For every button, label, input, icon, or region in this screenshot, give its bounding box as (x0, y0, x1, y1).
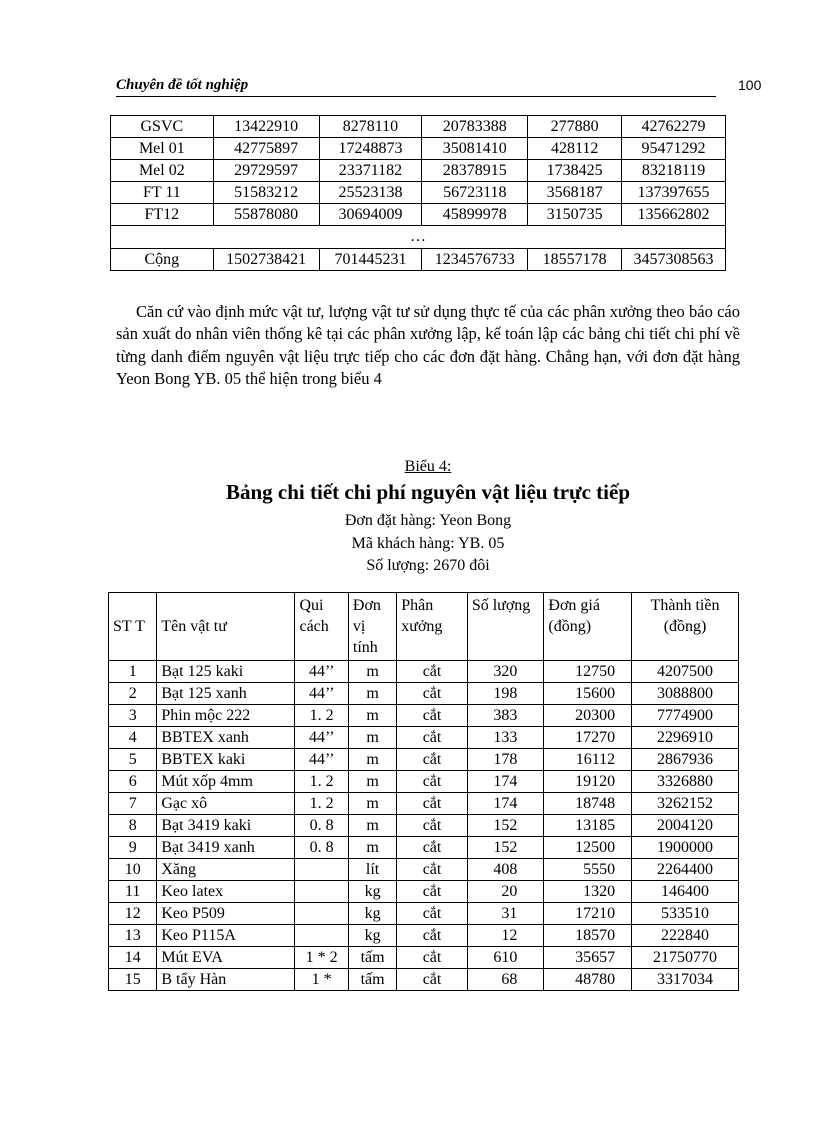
table-cell (295, 859, 348, 881)
body-paragraph: Căn cứ vào định mức vật tư, lượng vật tư sử dụng thực tế của các phân xưởng theo báo cáo sản xuất do nhân viên thống kê tại các phân xưởng lập, kế toán lập các bảng chi tiết chi phí về từng danh điểm nguyên vật liệu trực tiếp cho các đơn đặt hàng. Chẳng hạn, với đơn đặt hàng Yeon Bong YB. 05 thể hiện trong biểu 4 (116, 302, 740, 388)
table-cell: 51583212 (213, 182, 319, 204)
table-cell: 13422910 (213, 116, 319, 138)
header-workshop: Phân xưởng (397, 593, 468, 661)
table-row (109, 925, 739, 947)
table-cell: cắt (397, 771, 468, 793)
table-cell: 3317034 (632, 969, 739, 991)
table-cell: cắt (397, 947, 468, 969)
table-cell: cắt (397, 815, 468, 837)
table-cell: 12750 (544, 661, 632, 683)
table-cell: cắt (397, 837, 468, 859)
table-row (111, 204, 726, 226)
table-cell: 277880 (528, 116, 622, 138)
header-name: Tên vật tư (157, 593, 295, 661)
table-cell: kg (348, 903, 396, 925)
table-row (111, 116, 726, 138)
table-cell: cắt (397, 925, 468, 947)
table-cell: 1 (109, 661, 157, 683)
figure-label: Biểu 4: (404, 458, 452, 475)
table-cell: 18570 (544, 925, 632, 947)
table-cell: 320 (467, 661, 544, 683)
table-row (111, 160, 726, 182)
page-header (116, 76, 716, 97)
table-cell: Bạt 125 xanh (157, 683, 295, 705)
page-number: 100 (738, 77, 762, 93)
table-cell: kg (348, 881, 396, 903)
table-cell: 135662802 (622, 204, 726, 226)
table-cell: 0. 8 (295, 837, 348, 859)
header-stt: ST T (109, 593, 157, 661)
table-cell: cắt (397, 859, 468, 881)
table-cell: 533510 (632, 903, 739, 925)
table-cell: 1. 2 (295, 771, 348, 793)
table-cell: 19120 (544, 771, 632, 793)
table-cell: 137397655 (622, 182, 726, 204)
table-cell: 1502738421 (213, 249, 319, 271)
table-cell: Xăng (157, 859, 295, 881)
table-cell: 20300 (544, 705, 632, 727)
table-cell: 1 * 2 (295, 947, 348, 969)
table-row (109, 881, 739, 903)
summary-table (110, 115, 726, 271)
table-cell: 8278110 (319, 116, 422, 138)
table-cell: 17210 (544, 903, 632, 925)
table-cell: 7 (109, 793, 157, 815)
table-cell: 146400 (632, 881, 739, 903)
table-row (109, 859, 739, 881)
table-cell: 3457308563 (622, 249, 726, 271)
table-cell: 383 (467, 705, 544, 727)
table-cell: 95471292 (622, 138, 726, 160)
table-cell: 3262152 (632, 793, 739, 815)
table-cell: 1234576733 (422, 249, 528, 271)
table-cell: 408 (467, 859, 544, 881)
table-cell: 13185 (544, 815, 632, 837)
table-cell: 152 (467, 837, 544, 859)
summary-table-body (111, 116, 726, 271)
table-cell: 7774900 (632, 705, 739, 727)
table-cell: Bạt 3419 xanh (157, 837, 295, 859)
order-line: Đơn đặt hàng: Yeon Bong (344, 512, 512, 529)
table-cell: 35081410 (422, 138, 528, 160)
table-cell: cắt (397, 903, 468, 925)
table-cell: 701445231 (319, 249, 422, 271)
table-cell: 174 (467, 771, 544, 793)
table-cell: 20783388 (422, 116, 528, 138)
table-cell: 18557178 (528, 249, 622, 271)
table-cell: 68 (467, 969, 544, 991)
material-cost-body (109, 661, 739, 991)
table-cell (295, 925, 348, 947)
table-cell: 2867936 (632, 749, 739, 771)
table-cell: 1 * (295, 969, 348, 991)
table-row (109, 705, 739, 727)
customer-code-line: Mã khách hàng: YB. 05 (351, 535, 505, 552)
table-cell: 12500 (544, 837, 632, 859)
table-cell: 1900000 (632, 837, 739, 859)
table-cell: 10 (109, 859, 157, 881)
table-cell: 20 (467, 881, 544, 903)
table-cell: tấm (348, 947, 396, 969)
table-cell: 25523138 (319, 182, 422, 204)
table-cell: Mel 02 (111, 160, 214, 182)
table-cell: m (348, 749, 396, 771)
table-cell: Cộng (111, 249, 214, 271)
table-cell: 44’’ (295, 683, 348, 705)
table-cell: kg (348, 925, 396, 947)
table-cell: 198 (467, 683, 544, 705)
table-cell: Mút EVA (157, 947, 295, 969)
table-cell: 13 (109, 925, 157, 947)
table-cell: B tẩy Hàn (157, 969, 295, 991)
table-row (109, 969, 739, 991)
table-cell: 17248873 (319, 138, 422, 160)
table-cell: BBTEX xanh (157, 727, 295, 749)
table-cell: 12 (467, 925, 544, 947)
table-cell: Gạc xô (157, 793, 295, 815)
table-cell: 15600 (544, 683, 632, 705)
table-cell: 83218119 (622, 160, 726, 182)
table-cell: cắt (397, 661, 468, 683)
table-row (109, 815, 739, 837)
table-row (109, 903, 739, 925)
table-cell: 42762279 (622, 116, 726, 138)
table-cell: 428112 (528, 138, 622, 160)
table-cell: Bạt 125 kaki (157, 661, 295, 683)
table-cell: 610 (467, 947, 544, 969)
table-cell: 5 (109, 749, 157, 771)
table-cell: 44’’ (295, 661, 348, 683)
table-cell: 9 (109, 837, 157, 859)
table-cell (295, 881, 348, 903)
table-cell: 1320 (544, 881, 632, 903)
table-cell: 3 (109, 705, 157, 727)
table-cell: m (348, 705, 396, 727)
table-cell: 0. 8 (295, 815, 348, 837)
header-spec: Qui cách (295, 593, 348, 661)
table-cell: GSVC (111, 116, 214, 138)
table-cell: FT12 (111, 204, 214, 226)
table-cell: m (348, 771, 396, 793)
table-cell: 44’’ (295, 727, 348, 749)
table-cell: 5550 (544, 859, 632, 881)
table-cell: 55878080 (213, 204, 319, 226)
table-cell: 2264400 (632, 859, 739, 881)
table-cell: cắt (397, 749, 468, 771)
table-cell: 2004120 (632, 815, 739, 837)
table-cell: m (348, 683, 396, 705)
table-cell: Mút xốp 4mm (157, 771, 295, 793)
table-row (109, 661, 739, 683)
table-row (109, 947, 739, 969)
table-cell: 3326880 (632, 771, 739, 793)
quantity-line: Số lượng: 2670 đôi (366, 557, 490, 574)
ellipsis-cell: … (111, 226, 726, 249)
table-cell: 11 (109, 881, 157, 903)
table-cell: 1. 2 (295, 705, 348, 727)
table-cell: 21750770 (632, 947, 739, 969)
header-price: Đơn giá (đồng) (544, 593, 632, 661)
table-cell: cắt (397, 727, 468, 749)
table-row (111, 138, 726, 160)
table-cell: m (348, 837, 396, 859)
table-row (109, 771, 739, 793)
table-cell: m (348, 661, 396, 683)
table-cell: 29729597 (213, 160, 319, 182)
table-row (109, 793, 739, 815)
ellipsis-row (111, 226, 726, 249)
table-cell: FT 11 (111, 182, 214, 204)
figure-title: Bảng chi tiết chi phí nguyên vật liệu trực tiếp (225, 480, 631, 504)
table-cell: m (348, 793, 396, 815)
table-cell: cắt (397, 793, 468, 815)
material-cost-table (108, 592, 739, 991)
header-unit: Đơn vị tính (348, 593, 396, 661)
table-cell: Keo P115A (157, 925, 295, 947)
table-cell: 28378915 (422, 160, 528, 182)
table-cell: Phin mộc 222 (157, 705, 295, 727)
table-cell: Bạt 3419 kaki (157, 815, 295, 837)
table-cell: BBTEX kaki (157, 749, 295, 771)
table-cell (295, 903, 348, 925)
table-cell: 1. 2 (295, 793, 348, 815)
table-cell: 2296910 (632, 727, 739, 749)
table-cell: 30694009 (319, 204, 422, 226)
table-cell: 18748 (544, 793, 632, 815)
header-amount: Thành tiền (đồng) (632, 593, 739, 661)
table-cell: tấm (348, 969, 396, 991)
total-row (111, 249, 726, 271)
table-cell: 178 (467, 749, 544, 771)
table-cell: 4207500 (632, 661, 739, 683)
table-cell: Mel 01 (111, 138, 214, 160)
table-cell: Keo latex (157, 881, 295, 903)
table-cell: 45899978 (422, 204, 528, 226)
table-cell: 23371182 (319, 160, 422, 182)
table-cell: 44’’ (295, 749, 348, 771)
table-cell: 17270 (544, 727, 632, 749)
table-cell: lít (348, 859, 396, 881)
table-cell: 222840 (632, 925, 739, 947)
table-cell: 4 (109, 727, 157, 749)
table-row (109, 727, 739, 749)
table-cell: 152 (467, 815, 544, 837)
header-qty: Số lượng (467, 593, 544, 661)
table-cell: 2 (109, 683, 157, 705)
table-row (109, 683, 739, 705)
table-cell: 14 (109, 947, 157, 969)
table-cell: 3088800 (632, 683, 739, 705)
table-cell: 16112 (544, 749, 632, 771)
table-row (111, 182, 726, 204)
table-cell: cắt (397, 969, 468, 991)
table-cell: 56723118 (422, 182, 528, 204)
table-cell: m (348, 727, 396, 749)
table-cell: cắt (397, 881, 468, 903)
table-cell: 3150735 (528, 204, 622, 226)
table-cell: 48780 (544, 969, 632, 991)
table-cell: 6 (109, 771, 157, 793)
table-cell: 31 (467, 903, 544, 925)
table-cell: 174 (467, 793, 544, 815)
table-row (109, 837, 739, 859)
table-cell: cắt (397, 683, 468, 705)
table-cell: m (348, 815, 396, 837)
table-cell: cắt (397, 705, 468, 727)
table-cell: 15 (109, 969, 157, 991)
table-cell: 12 (109, 903, 157, 925)
table-cell: 1738425 (528, 160, 622, 182)
table-cell: 35657 (544, 947, 632, 969)
table-cell: 8 (109, 815, 157, 837)
table-cell: 42775897 (213, 138, 319, 160)
document-title: Chuyên đề tốt nghiệp (116, 77, 249, 93)
table-cell: 3568187 (528, 182, 622, 204)
table-cell: Keo P509 (157, 903, 295, 925)
table-cell: 133 (467, 727, 544, 749)
table-row (109, 749, 739, 771)
